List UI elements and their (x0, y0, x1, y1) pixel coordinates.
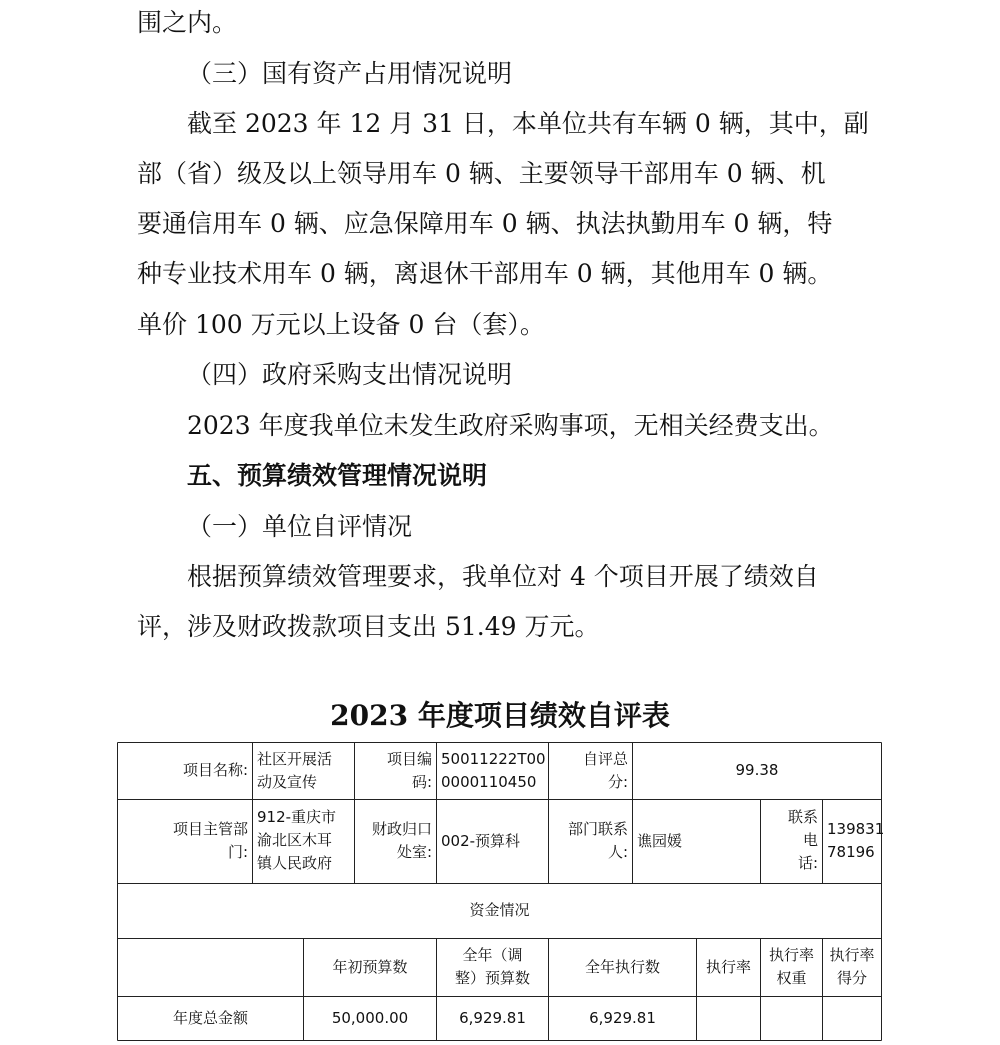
col-header-executed: 全年执行数 (584, 958, 660, 976)
text-line-1: 围之内。 (137, 8, 238, 37)
funds-section-header: 资金情况 (469, 901, 530, 919)
section-3-line-2: 部（省）级及以上领导用车 0 辆、主要领导干部用车 0 辆、机 (137, 159, 826, 188)
col-header-execution-rate: 执行率 (705, 958, 751, 976)
contact-phone-value: 139831 78196 (827, 820, 885, 861)
section-3-line-3: 要通信用车 0 辆、应急保障用车 0 辆、执法执勤用车 0 辆，特 (137, 209, 833, 238)
table-title: 2023 年度项目绩效自评表 (330, 699, 670, 732)
dept-contact-label: 部门联系 人: (567, 820, 628, 861)
section-3-line-5: 单价 100 万元以上设备 0 台（套）。 (137, 310, 545, 339)
section-4-line-1: 2023 年度我单位未发生政府采购事项，无相关经费支出。 (187, 411, 834, 440)
self-score-value: 99.38 (735, 761, 779, 779)
section-3-line-4: 种专业技术用车 0 辆，离退休干部用车 0 辆，其他用车 0 辆。 (137, 259, 833, 288)
total-initial-budget: 50,000.00 (331, 1009, 409, 1027)
supervising-dept-value: 912-重庆市 渝北区木耳 镇人民政府 (257, 808, 337, 872)
self-score-label: 自评总 分: (582, 750, 628, 791)
finance-office-value: 002-预算科 (441, 832, 521, 850)
col-header-rate-score: 执行率 得分 (829, 946, 875, 987)
section-4-heading: （四）政府采购支出情况说明 (187, 360, 513, 389)
section-5-line-1: 根据预算绩效管理要求，我单位对 4 个项目开展了绩效自 (187, 562, 819, 591)
col-header-initial-budget: 年初预算数 (332, 958, 408, 976)
col-header-adjusted-budget: 全年（调 整）预算数 (454, 946, 530, 987)
col-header-rate-weight: 执行率 权重 (768, 946, 814, 987)
section-5-line-2: 评，涉及财政拨款项目支出 51.49 万元。 (137, 612, 600, 641)
section-3-line-1: 截至 2023 年 12 月 31 日，本单位共有车辆 0 辆，其中，副 (187, 109, 869, 138)
section-5-heading: 五、预算绩效管理情况说明 (187, 461, 488, 490)
project-code-value: 50011222T00 0000110450 (441, 750, 546, 791)
total-adjusted-budget: 6,929.81 (459, 1009, 526, 1027)
project-name-value: 社区开展活 动及宣传 (257, 750, 333, 791)
project-name-label: 项目名称: (182, 761, 248, 779)
total-executed: 6,929.81 (589, 1009, 656, 1027)
supervising-dept-label: 项目主管部 门: (172, 820, 248, 861)
contact-phone-label: 联系 电 话: (787, 808, 818, 872)
total-amount-label: 年度总金额 (172, 1009, 248, 1027)
section-3-heading: （三）国有资产占用情况说明 (187, 59, 513, 88)
project-code-label: 项目编 码: (386, 750, 432, 791)
dept-contact-value: 谯园媛 (637, 832, 683, 850)
finance-office-label: 财政归口 处室: (371, 820, 432, 861)
section-5-1-heading: （一）单位自评情况 (187, 512, 413, 541)
